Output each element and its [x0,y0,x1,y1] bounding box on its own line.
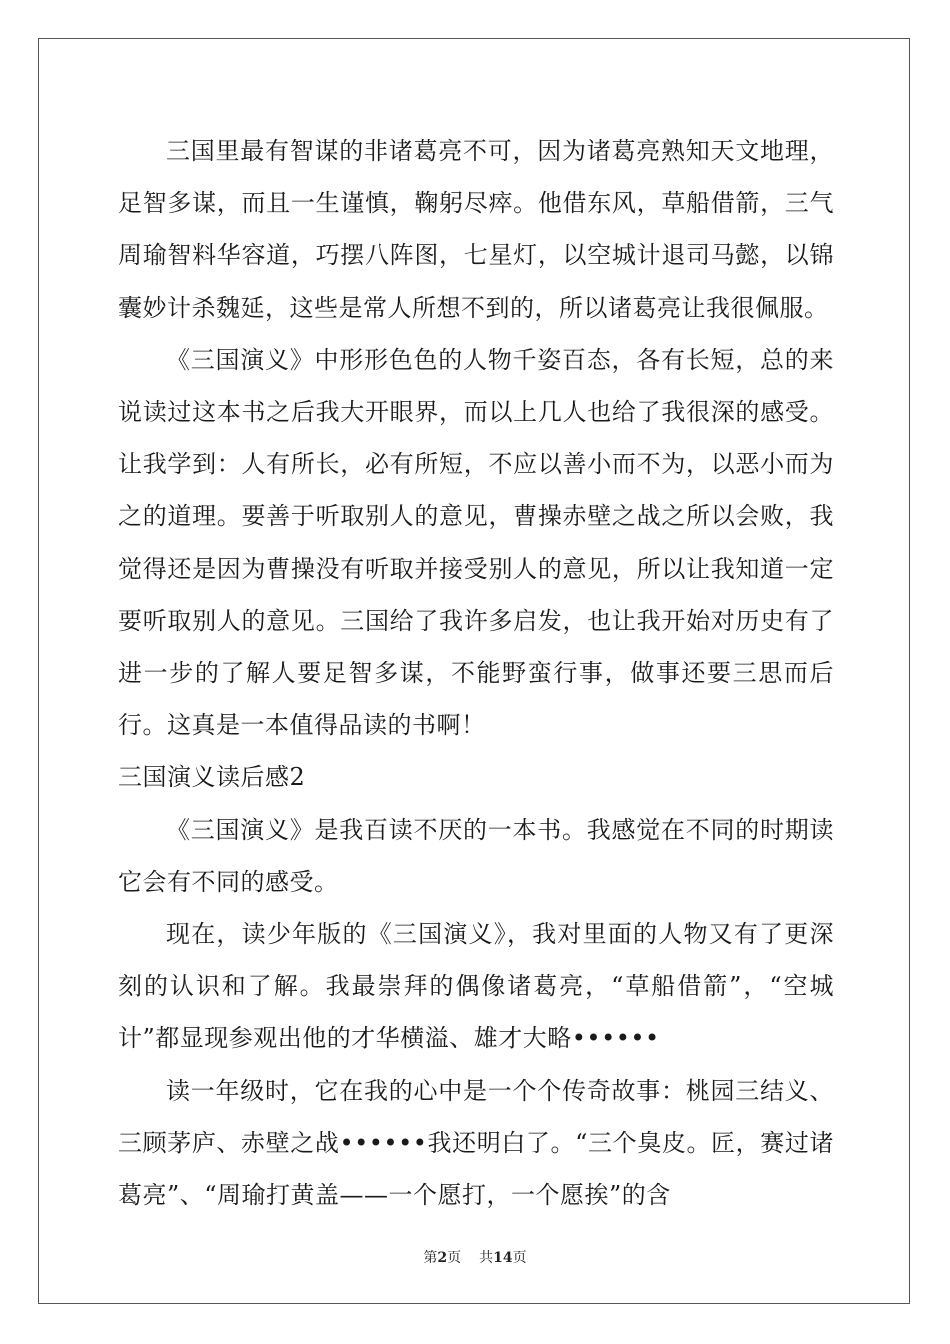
page-footer [0,1247,950,1267]
paragraph-zhuge-liang: 三国里最有智谋的非诸葛亮不可，因为诸葛亮熟知天文地理，足智多谋，而且一生谨慎，鞠躬尽瘁。他借东风，草船借箭，三气周瑜智料华容道，巧摆八阵图，七星灯，以空城计退司马懿，以锦囊妙计杀魏延，这些是常人所想不到的，所以诸葛亮让我很佩服。 [118,137,834,322]
paragraph-now: 现在，读少年版的《三国演义》，我对里面的人物又有了更深刻的认识和了解。我最崇拜的偶像诸葛亮，“草船借箭”，“空城计”都显现参观出他的才华横溢、雄才大略•••••• [118,920,834,1053]
total-prefix: 共 [479,1250,494,1266]
page-prefix: 第 [423,1250,438,1266]
page-number: 2 [437,1250,448,1266]
total-pages: 14 [493,1250,513,1266]
document-body [118,125,834,1221]
paragraph-first-grade: 读一年级时，它在我的心中是一个个传奇故事：桃园三结义、三顾茅庐、赤壁之战••••••我还明白了。“三个臭皮。匠，赛过诸葛亮”、“周瑜打黄盖——一个愿打，一个愿挨”的含 [118,1076,834,1210]
paragraph-intro: 《三国演义》是我百读不厌的一本书。我感觉在不同的时期读它会有不同的感受。 [118,815,834,896]
section-heading: 三国演义读后感2 [118,763,306,792]
paragraph-summary: 《三国演义》中形形色色的人物千姿百态，各有长短，总的来说读过这本书之后我大开眼界，而以上几人也给了我很深的感受。让我学到：人有所长，必有所短，不应以善小而不为，以恶小而为之的道理。要善于听取别人的意见，曹操赤壁之战之所以会败，我觉得还是因为曹操没有听取并接受别人的意见，所以让我知道一定要听取别人的意见。三国给了我许多启发，也让我开始对历史有了进一步的了解人要足智多谋，不能野蛮行事，做事还要三思而后行。这真是一本值得品读的书啊！ [118,345,834,740]
total-suffix: 页 [512,1250,527,1266]
page-suffix: 页 [447,1250,462,1266]
